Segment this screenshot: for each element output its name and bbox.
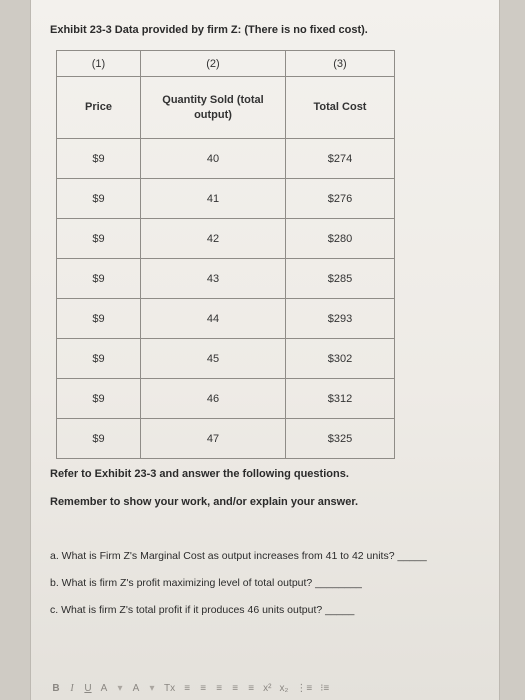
quantity-cell: 41 <box>141 179 286 219</box>
table-row <box>57 419 395 459</box>
highlight-color-button[interactable]: A <box>132 682 140 694</box>
chevron-down-icon[interactable]: ▾ <box>117 682 123 694</box>
table-row <box>57 339 395 379</box>
superscript-button[interactable]: x² <box>263 682 272 694</box>
price-cell: $9 <box>57 179 141 219</box>
underline-button[interactable]: U <box>84 682 92 694</box>
table-row <box>57 139 395 179</box>
column-number: (3) <box>286 51 395 77</box>
question-c: c. What is firm Z's total profit if it produces 46 units output? _____ <box>50 604 355 616</box>
align-left-button[interactable]: ≡ <box>184 682 191 694</box>
italic-button[interactable]: I <box>70 682 74 694</box>
total-cost-cell: $312 <box>286 379 395 419</box>
quantity-cell: 47 <box>141 419 286 459</box>
table-row <box>57 379 395 419</box>
quantity-cell: 43 <box>141 259 286 299</box>
editor-toolbar <box>52 680 329 696</box>
total-cost-cell: $302 <box>286 339 395 379</box>
price-cell: $9 <box>57 419 141 459</box>
header-row <box>57 77 395 139</box>
table-row <box>57 179 395 219</box>
table-row <box>57 219 395 259</box>
header-quantity: Quantity Sold (total output) <box>141 77 286 139</box>
table-row <box>57 259 395 299</box>
total-cost-cell: $274 <box>286 139 395 179</box>
clear-format-button[interactable]: Tx <box>164 682 176 694</box>
quantity-cell: 44 <box>141 299 286 339</box>
column-number: (2) <box>141 51 286 77</box>
align-center-button[interactable]: ≡ <box>200 682 207 694</box>
justify-button[interactable]: ≡ <box>232 682 239 694</box>
total-cost-cell: $293 <box>286 299 395 339</box>
column-number-row <box>57 51 395 77</box>
ordered-list-button[interactable]: ⋮≡ <box>296 682 313 694</box>
unordered-list-button[interactable]: ⁝≡ <box>320 682 330 694</box>
price-cell: $9 <box>57 379 141 419</box>
price-cell: $9 <box>57 219 141 259</box>
exhibit-title: Exhibit 23-3 Data provided by firm Z: (There is no fixed cost). <box>50 24 368 36</box>
price-cell: $9 <box>57 139 141 179</box>
quantity-cell: 40 <box>141 139 286 179</box>
total-cost-cell: $280 <box>286 219 395 259</box>
indent-button[interactable]: ≡ <box>248 682 255 694</box>
column-number: (1) <box>57 51 141 77</box>
question-a: a. What is Firm Z's Marginal Cost as output increases from 41 to 42 units? _____ <box>50 550 427 562</box>
total-cost-cell: $325 <box>286 419 395 459</box>
header-price: Price <box>57 77 141 139</box>
align-right-button[interactable]: ≡ <box>216 682 223 694</box>
table-row <box>57 299 395 339</box>
price-cell: $9 <box>57 339 141 379</box>
bold-button[interactable]: B <box>52 682 60 694</box>
question-b: b. What is firm Z's profit maximizing level of total output? ________ <box>50 577 362 589</box>
total-cost-cell: $276 <box>286 179 395 219</box>
quantity-cell: 42 <box>141 219 286 259</box>
header-total-cost: Total Cost <box>286 77 395 139</box>
exhibit-table <box>56 50 395 459</box>
quantity-cell: 46 <box>141 379 286 419</box>
price-cell: $9 <box>57 259 141 299</box>
instructions-line-2: Remember to show your work, and/or explain your answer. <box>50 496 359 508</box>
chevron-down-icon[interactable]: ▾ <box>149 682 155 694</box>
quantity-cell: 45 <box>141 339 286 379</box>
price-cell: $9 <box>57 299 141 339</box>
instructions-line-1: Refer to Exhibit 23-3 and answer the following questions. <box>50 468 349 480</box>
total-cost-cell: $285 <box>286 259 395 299</box>
font-color-button[interactable]: A <box>100 682 108 694</box>
subscript-button[interactable]: x₂ <box>279 682 289 694</box>
